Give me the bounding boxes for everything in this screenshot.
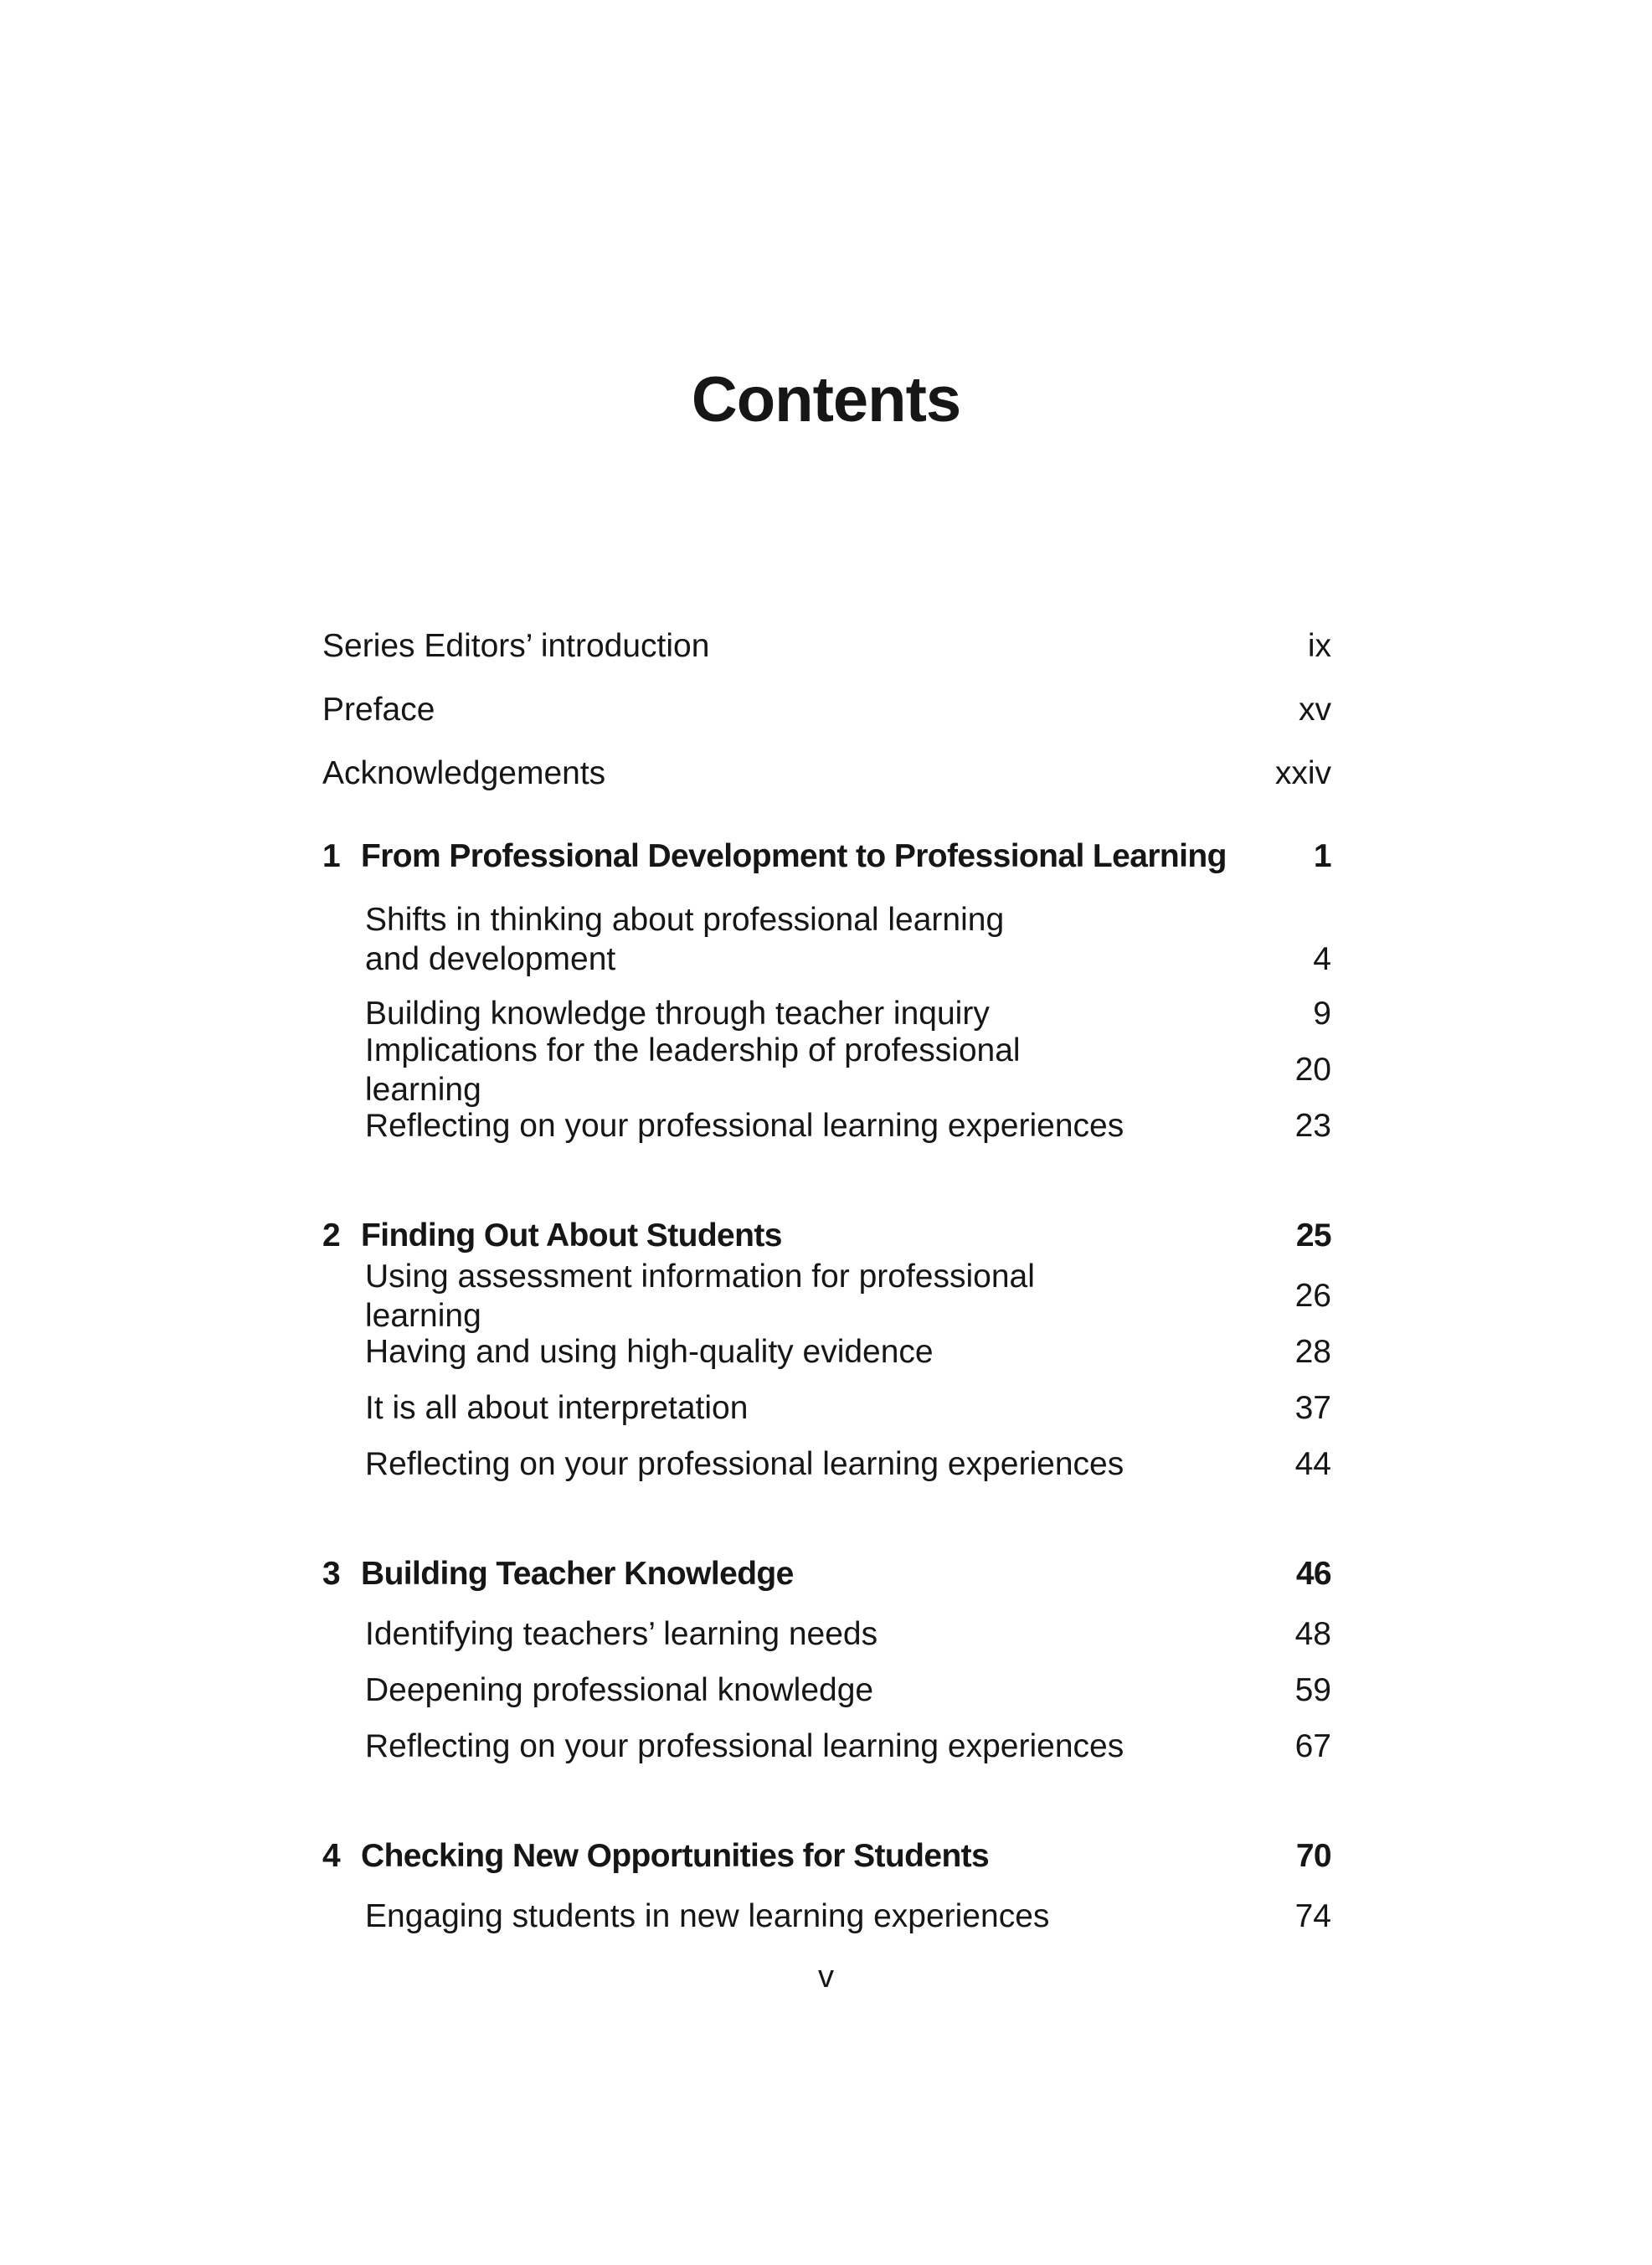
section-label: Engaging students in new learning experiences <box>365 1898 1050 1935</box>
toc-section <box>322 1325 1331 1381</box>
chapter-number: 1 <box>322 837 341 874</box>
chapter-title: Building Teacher Knowledge <box>361 1555 794 1592</box>
section-label: Building knowledge through teacher inquiry <box>365 996 990 1032</box>
toc-entry-preface <box>322 667 1331 730</box>
toc-entry-series-editors-introduction <box>322 603 1331 667</box>
entry-page: xv <box>1299 692 1331 728</box>
section-page: 4 <box>1313 941 1331 978</box>
chapter-2 <box>322 1203 1331 1493</box>
section-label: Having and using high-quality evidence <box>365 1334 934 1371</box>
toc-section <box>322 889 1331 986</box>
section-label: It is all about interpretation <box>365 1390 749 1427</box>
toc-section <box>322 1889 1331 1945</box>
section-label-line-1: Shifts in thinking about professional learning <box>365 902 1005 939</box>
section-page: 37 <box>1294 1390 1331 1427</box>
section-page: 23 <box>1294 1108 1331 1145</box>
section-page: 44 <box>1294 1446 1331 1483</box>
toc-entry-acknowledgements <box>322 730 1331 794</box>
chapter-heading <box>322 1542 1331 1607</box>
chapter-number: 2 <box>322 1217 341 1253</box>
toc-section <box>322 1381 1331 1437</box>
toc-section <box>322 1032 1331 1108</box>
toc-section <box>322 1607 1331 1663</box>
section-page: 48 <box>1294 1616 1331 1653</box>
page-number: v <box>818 1959 834 1995</box>
page-title: Contents <box>691 364 961 435</box>
section-label: Reflecting on your professional learning experiences <box>365 1728 1124 1765</box>
section-page: 20 <box>1294 1052 1331 1089</box>
entry-page: xxiv <box>1274 755 1331 792</box>
chapter-heading <box>322 1824 1331 1889</box>
toc-section <box>322 1663 1331 1719</box>
chapter-number: 4 <box>322 1837 341 1874</box>
section-page: 28 <box>1294 1334 1331 1371</box>
entry-label: Preface <box>322 692 435 728</box>
toc-section <box>322 1258 1331 1334</box>
section-label-line-2: and development <box>365 941 616 978</box>
chapter-title-group <box>322 1217 782 1256</box>
section-page: 74 <box>1294 1898 1331 1935</box>
chapter-title: Checking New Opportunities for Students <box>361 1837 990 1874</box>
entry-label: Acknowledgements <box>322 755 606 792</box>
chapter-page: 1 <box>1313 837 1331 874</box>
section-label <box>365 901 1004 980</box>
section-label: Implications for the leadership of professional learning <box>365 1032 1021 1108</box>
chapter-3 <box>322 1542 1331 1775</box>
chapter-number: 3 <box>322 1555 341 1592</box>
front-matter <box>322 603 1331 794</box>
chapter-page: 46 <box>1295 1555 1331 1592</box>
section-label: Using assessment information for professional learning <box>365 1258 1035 1334</box>
section-page: 67 <box>1294 1728 1331 1765</box>
section-label: Reflecting on your professional learning experiences <box>365 1446 1124 1483</box>
chapter-title-group <box>322 837 1227 877</box>
entry-page: ix <box>1307 628 1331 665</box>
section-label: Reflecting on your professional learning experiences <box>365 1108 1124 1145</box>
chapter-1 <box>322 824 1331 1155</box>
chapter-page: 70 <box>1295 1837 1331 1874</box>
section-page: 9 <box>1313 996 1331 1032</box>
chapter-heading <box>322 824 1331 889</box>
section-page: 59 <box>1294 1672 1331 1709</box>
table-of-contents <box>322 603 1331 1994</box>
chapter-4 <box>322 1824 1331 1945</box>
entry-label: Series Editors’ introduction <box>322 628 710 665</box>
chapter-title: Finding Out About Students <box>361 1217 782 1253</box>
chapter-title: From Professional Development to Professional Learning <box>361 837 1227 874</box>
section-label: Deepening professional knowledge <box>365 1672 874 1709</box>
toc-section <box>322 1437 1331 1493</box>
section-label: Identifying teachers’ learning needs <box>365 1616 878 1653</box>
chapter-title-group <box>322 1555 794 1594</box>
chapter-page: 25 <box>1295 1217 1331 1253</box>
section-page: 26 <box>1294 1278 1331 1315</box>
toc-section <box>322 1099 1331 1155</box>
toc-section <box>322 1719 1331 1775</box>
chapter-title-group <box>322 1837 989 1876</box>
